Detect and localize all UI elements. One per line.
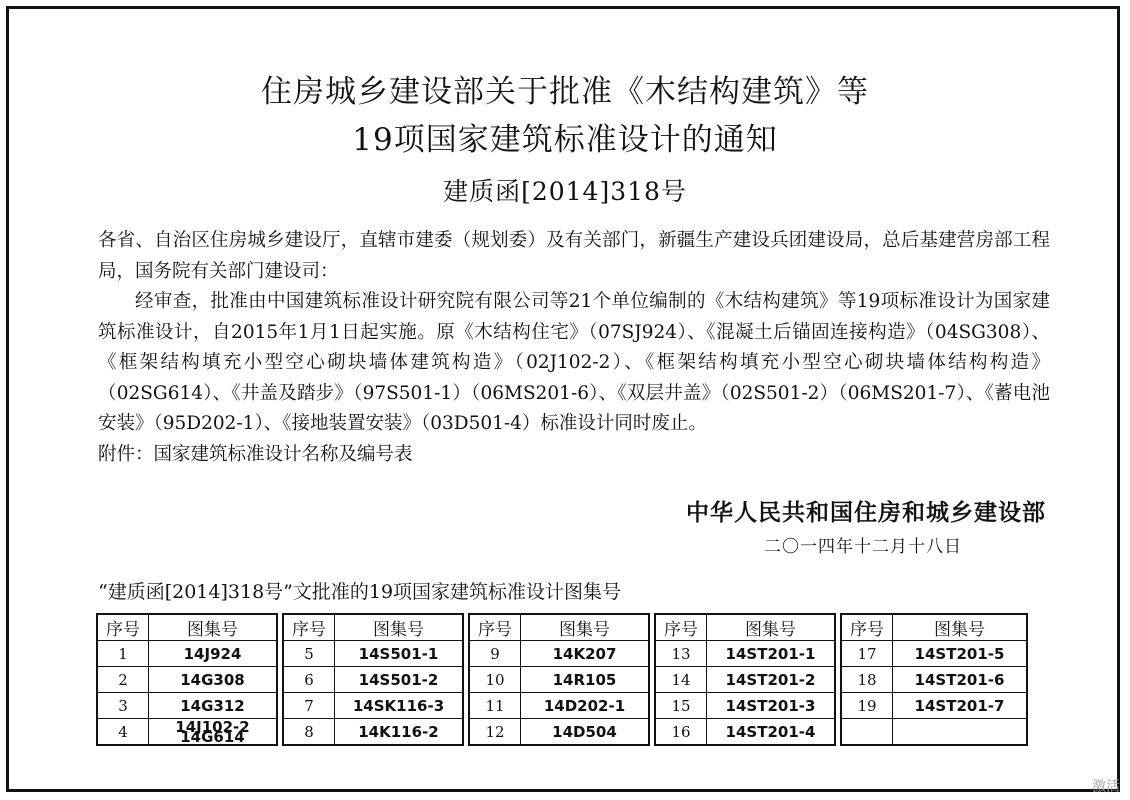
table-row — [841, 667, 1027, 693]
salutation: 各省、自治区住房城乡建设厅，直辖市建委（规划委）及有关部门，新疆生产建设兵团建设局，总后基建营房部工程局，国务院有关部门建设司： — [98, 230, 1050, 282]
serial-cell: 16 — [655, 719, 707, 746]
atlas-number-cell: 14K207 — [521, 641, 650, 667]
atlas-number-cell — [893, 719, 1028, 746]
atlas-number-cell: 14S501-2 — [335, 667, 464, 693]
serial-cell: 17 — [841, 641, 893, 667]
table-header-row — [283, 614, 463, 641]
atlas-number-cell: 14R105 — [521, 667, 650, 693]
serial-cell: 12 — [469, 719, 521, 746]
table-segment — [654, 613, 836, 746]
table-header-row — [655, 614, 835, 641]
header-serial: 序号 — [469, 614, 521, 641]
table-row — [469, 641, 649, 667]
table-row — [655, 641, 835, 667]
header-atlas-number: 图集号 — [893, 614, 1028, 641]
table-row — [97, 719, 277, 746]
atlas-number-cell: 14D202-1 — [521, 693, 650, 719]
header-atlas-number: 图集号 — [335, 614, 464, 641]
atlas-number-cell: 14SK116-3 — [335, 693, 464, 719]
table-row — [97, 667, 277, 693]
issuing-authority: 中华人民共和国住房和城乡建设部 — [686, 500, 1046, 526]
notice-body — [98, 226, 1050, 470]
serial-cell: 10 — [469, 667, 521, 693]
atlas-number-cell: 14S501-1 — [335, 641, 464, 667]
serial-cell: 13 — [655, 641, 707, 667]
atlas-number-cell: 14K116-2 — [335, 719, 464, 746]
serial-cell: 15 — [655, 693, 707, 719]
atlas-number-cell: 14ST201-6 — [893, 667, 1028, 693]
table-row — [283, 641, 463, 667]
table-header-row — [97, 614, 277, 641]
atlas-number-cell: 14ST201-4 — [707, 719, 836, 746]
table-segment — [96, 613, 278, 746]
document-number: 建质函[2014]318号 — [443, 177, 687, 206]
serial-cell: 8 — [283, 719, 335, 746]
serial-cell: 6 — [283, 667, 335, 693]
atlas-number-cell: 14ST201-1 — [707, 641, 836, 667]
table-row — [283, 667, 463, 693]
atlas-number-cell: 14ST201-2 — [707, 667, 836, 693]
serial-cell: 2 — [97, 667, 149, 693]
table-row — [97, 641, 277, 667]
serial-cell: 9 — [469, 641, 521, 667]
notice-title-line-2: 19项国家建筑标准设计的通知 — [352, 122, 778, 158]
serial-cell: 14 — [655, 667, 707, 693]
table-row — [469, 667, 649, 693]
corner-label: 激活 — [1092, 779, 1120, 795]
header-serial: 序号 — [841, 614, 893, 641]
serial-cell: 19 — [841, 693, 893, 719]
atlas-number-cell: 14D504 — [521, 719, 650, 746]
header-atlas-number: 图集号 — [707, 614, 836, 641]
atlas-number-table — [96, 613, 1046, 746]
atlas-number-cell: 14G308 — [149, 667, 278, 693]
header-serial: 序号 — [655, 614, 707, 641]
serial-cell: 11 — [469, 693, 521, 719]
serial-cell: 7 — [283, 693, 335, 719]
table-header-row — [469, 614, 649, 641]
serial-cell: 1 — [97, 641, 149, 667]
attachment-line: 附件：国家建筑标准设计名称及编号表 — [98, 443, 413, 465]
table-caption: “建质函[2014]318号”文批准的19项国家建筑标准设计图集号 — [98, 581, 622, 603]
atlas-number-cell: 14G312 — [149, 693, 278, 719]
serial-cell: 3 — [97, 693, 149, 719]
serial-cell: 5 — [283, 641, 335, 667]
table-row — [283, 693, 463, 719]
table-row — [655, 693, 835, 719]
table-row — [841, 693, 1027, 719]
table-segment — [282, 613, 464, 746]
serial-cell — [841, 719, 893, 746]
table-row — [469, 693, 649, 719]
table-segment — [840, 613, 1028, 746]
table-row — [655, 719, 835, 746]
body-paragraph: 经审查，批准由中国建筑标准设计研究院有限公司等21个单位编制的《木结构建筑》等19项标准设计为国家建筑标准设计，自2015年1月1日起实施。原《木结构住宅》（07SJ924）、《混凝土后锚固连接构造》（04SG308）、《框架结构填充小型空心砌块墙体建筑构造》（02J102-2）、《框架结构填充小型空心砌块墙体结构构造》（02SG614）、《井盖及踏步》（97S501-1）（06MS201-6）、《双层井盖》（02S501-2）（06MS201-7）、《蓄电池安装》（95D202-1）、《接地装置安装》（03D501-4）标准设计同时废止。 — [98, 291, 1050, 434]
header-atlas-number: 图集号 — [521, 614, 650, 641]
table-row — [655, 667, 835, 693]
atlas-number-cell: 14J924 — [149, 641, 278, 667]
table-row — [841, 719, 1027, 746]
table-row — [841, 641, 1027, 667]
header-serial: 序号 — [97, 614, 149, 641]
table-row — [283, 719, 463, 746]
serial-cell: 4 — [97, 719, 149, 746]
table-segment — [468, 613, 650, 746]
table-row — [469, 719, 649, 746]
issue-date: 二〇一四年十二月十八日 — [764, 537, 962, 557]
header-atlas-number: 图集号 — [149, 614, 278, 641]
atlas-number-cell: 14ST201-5 — [893, 641, 1028, 667]
atlas-number-cell: 14ST201-7 — [893, 693, 1028, 719]
atlas-number-cell: 14J102-2 14G614 — [149, 719, 278, 746]
table-header-row — [841, 614, 1027, 641]
table-row — [97, 693, 277, 719]
header-serial: 序号 — [283, 614, 335, 641]
notice-title-line-1: 住房城乡建设部关于批准《木结构建筑》等 — [261, 74, 869, 110]
atlas-number-cell: 14ST201-3 — [707, 693, 836, 719]
serial-cell: 18 — [841, 667, 893, 693]
